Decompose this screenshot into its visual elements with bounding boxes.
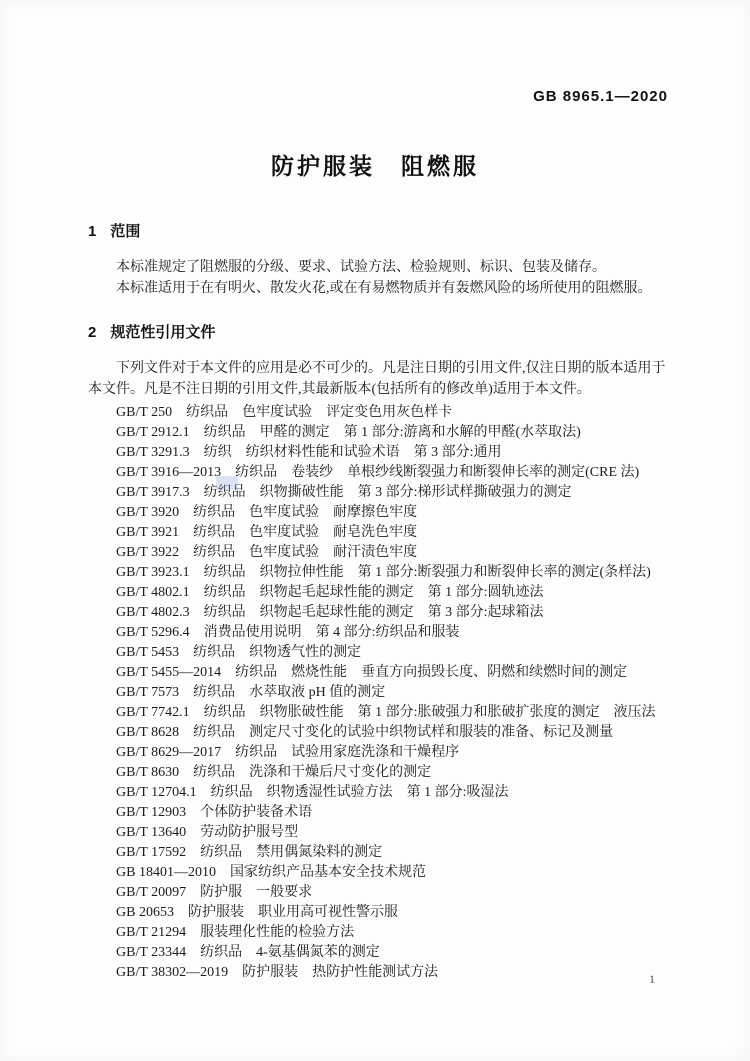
reference-item: GB/T 2912.1 纺织品 甲醛的测定 第 1 部分:游离和水解的甲醛(水萃取法) (116, 425, 581, 440)
reference-item: GB/T 5455—2014 纺织品 燃烧性能 垂直方向损毁长度、阴燃和续燃时间的测定 (116, 665, 628, 680)
reference-item: GB/T 3920 纺织品 色牢度试验 耐摩擦色牢度 (116, 505, 418, 520)
page-number: 1 (649, 972, 655, 986)
reference-item: GB/T 17592 纺织品 禁用偶氮染料的测定 (116, 845, 383, 860)
section-number: 2 (88, 324, 97, 341)
reference-item: GB/T 3923.1 纺织品 织物拉伸性能 第 1 部分:断裂强力和断裂伸长率的测定(条样法) (116, 565, 651, 580)
reference-item: GB/T 38302—2019 防护服装 热防护性能测试方法 (116, 965, 439, 980)
section-heading-normative-references (88, 321, 666, 342)
reference-item: GB/T 8630 纺织品 洗涤和干燥后尺寸变化的测定 (116, 765, 432, 780)
reference-item: GB/T 23344 纺织品 4-氨基偶氮苯的测定 (116, 945, 380, 960)
reference-item: GB/T 4802.3 纺织品 织物起毛起球性能的测定 第 3 部分:起球箱法 (116, 605, 544, 620)
reference-list (88, 403, 666, 983)
reference-item: GB/T 4802.1 纺织品 织物起毛起球性能的测定 第 1 部分:圆轨迹法 (116, 585, 544, 600)
scope-paragraph: 本标准规定了阻燃服的分级、要求、试验方法、检验规则、标识、包装及储存。 (116, 260, 606, 275)
reference-item: GB/T 20097 防护服 一般要求 (116, 885, 313, 900)
section-label: 规范性引用文件 (110, 324, 216, 341)
reference-item: GB/T 7742.1 纺织品 织物胀破性能 第 1 部分:胀破强力和胀破扩张度的测定 液压法 (116, 705, 656, 720)
reference-item: GB/T 3916—2013 纺织品 卷装纱 单根纱线断裂强力和断裂伸长率的测定(CRE 法) (116, 465, 640, 480)
reference-item: GB/T 21294 服装理化性能的检验方法 (116, 925, 355, 940)
document-title: 防护服装 阻燃服 (271, 153, 479, 179)
section-heading-scope (88, 220, 666, 241)
reference-item: GB/T 5453 纺织品 织物透气性的测定 (116, 645, 362, 660)
reference-item: GB 20653 防护服装 职业用高可视性警示服 (116, 905, 398, 920)
reference-item: GB/T 3291.3 纺织 纺织材料性能和试验术语 第 3 部分:通用 (116, 445, 502, 460)
standard-number: GB 8965.1—2020 (533, 88, 668, 105)
scope-paragraph: 本标准适用于在有明火、散发火花,或在有易燃物质并有轰燃风险的场所使用的阻燃服。 (116, 281, 652, 296)
reference-item: GB/T 250 纺织品 色牢度试验 评定变色用灰色样卡 (116, 405, 453, 420)
reference-item: GB/T 3921 纺织品 色牢度试验 耐皂洗色牢度 (116, 525, 418, 540)
reference-item: GB/T 8628 纺织品 测定尺寸变化的试验中织物试样和服装的准备、标记及测量 (116, 725, 614, 740)
section-number: 1 (88, 223, 97, 240)
reference-item: GB/T 3922 纺织品 色牢度试验 耐汗渍色牢度 (116, 545, 418, 560)
reference-item: GB 18401—2010 国家纺织产品基本安全技术规范 (116, 865, 426, 880)
references-intro-paragraph: 下列文件对于本文件的应用是必不可少的。凡是注日期的引用文件,仅注日期的版本适用于本文件。凡是不注日期的引用文件,其最新版本(包括所有的修改单)适用于本文件。 (88, 361, 666, 397)
section-label: 范围 (110, 223, 141, 240)
reference-item: GB/T 3917.3 纺织品 织物撕破性能 第 3 部分:梯形试样撕破强力的测定 (116, 485, 572, 500)
page-content (88, 220, 666, 983)
reference-item: GB/T 13640 劳动防护服号型 (116, 825, 299, 840)
reference-item: GB/T 5296.4 消费品使用说明 第 4 部分:纺织品和服装 (116, 625, 460, 640)
reference-item: GB/T 12903 个体防护装备术语 (116, 805, 313, 820)
reference-item: GB/T 12704.1 纺织品 织物透湿性试验方法 第 1 部分:吸湿法 (116, 785, 509, 800)
reference-item: GB/T 8629—2017 纺织品 试验用家庭洗涤和干燥程序 (116, 745, 460, 760)
reference-item: GB/T 7573 纺织品 水萃取液 pH 值的测定 (116, 685, 386, 700)
